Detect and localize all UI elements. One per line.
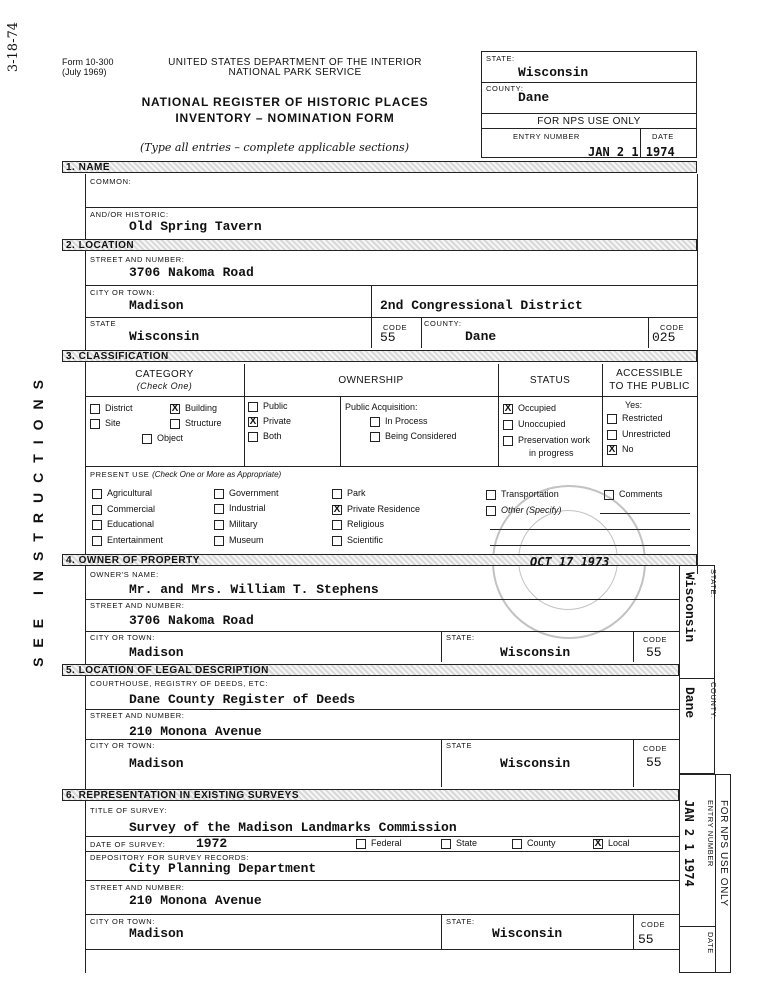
- s2-street-label: STREET AND NUMBER:: [90, 255, 185, 264]
- s2-county-value: Dane: [465, 329, 497, 344]
- see-instructions-text: SEE INSTRUCTIONS: [30, 370, 46, 667]
- in-process-option[interactable]: In Process: [370, 416, 428, 427]
- s4-street-value: 3706 Nakoma Road: [129, 613, 254, 628]
- hb-stamp: JAN 2 1 1974: [588, 145, 675, 159]
- rm-county-value: Dane: [682, 687, 697, 719]
- use-agricultural-option[interactable]: Agricultural: [92, 488, 152, 499]
- s2-county-label: COUNTY:: [424, 319, 462, 328]
- s5-city-value: Madison: [129, 756, 184, 771]
- s1-historic-value: Old Spring Tavern: [129, 219, 262, 234]
- s3-category: CATEGORY: [135, 369, 194, 380]
- s2-state-value: Wisconsin: [129, 329, 200, 344]
- restricted-option[interactable]: Restricted: [607, 413, 663, 424]
- cat-site-option[interactable]: Site: [90, 418, 121, 429]
- form-number: Form 10-300: [62, 57, 114, 67]
- use-other-option[interactable]: Other (Specify): [486, 505, 562, 516]
- s2-street-value: 3706 Nakoma Road: [129, 265, 254, 280]
- use-park-option[interactable]: Park: [332, 488, 366, 499]
- hb-state-value: Wisconsin: [518, 65, 589, 80]
- use-religious-option[interactable]: Religious: [332, 519, 384, 530]
- cat-structure-option[interactable]: Structure: [170, 418, 222, 429]
- s5-state-value: Wisconsin: [500, 756, 571, 771]
- yes-label: Yes:: [625, 400, 643, 410]
- hb-county-label: COUNTY:: [486, 84, 524, 93]
- rm-county-label: COUNTY:: [709, 682, 718, 720]
- status-unoccupied-option[interactable]: Unoccupied: [503, 419, 566, 430]
- s4-owner-label: OWNER'S NAME:: [90, 570, 159, 579]
- use-museum-option[interactable]: Museum: [214, 535, 264, 546]
- s3-accessible1: ACCESSIBLE: [616, 368, 683, 379]
- form-title: NATIONAL REGISTER OF HISTORIC PLACES: [141, 95, 429, 109]
- s6-depository-label: DEPOSITORY FOR SURVEY RECORDS:: [90, 853, 250, 862]
- use-private-residence-option[interactable]: X Private Residence: [333, 503, 421, 515]
- public-acquisition-label: Public Acquisition:: [345, 402, 418, 412]
- rm-entry-label: ENTRY NUMBER: [706, 800, 715, 867]
- s6-date-value: 1972: [196, 836, 228, 851]
- received-stamp-date: OCT 17 1973: [530, 555, 610, 569]
- s6-code-value: 55: [638, 932, 654, 947]
- s6-state-label: STATE:: [446, 917, 475, 926]
- s4-state-value: Wisconsin: [500, 645, 571, 660]
- use-entertainment-option[interactable]: Entertainment: [92, 535, 163, 546]
- survey-federal-option[interactable]: Federal: [356, 838, 402, 849]
- s2-district-value: 2nd Congressional District: [380, 298, 583, 313]
- s6-survey-value: Survey of the Madison Landmarks Commission: [129, 820, 457, 835]
- status-preservation-line2: in progress: [529, 448, 574, 458]
- s5-state-label: STATE: [446, 741, 473, 750]
- s6-depository-value: City Planning Department: [129, 861, 317, 876]
- s2-state-label: STATE: [90, 319, 117, 328]
- form-subtitle: INVENTORY – NOMINATION FORM: [175, 111, 395, 125]
- present-use-label: PRESENT USE (Check One or More as Appropriate): [90, 470, 282, 479]
- s6-survey-label: TITLE OF SURVEY:: [90, 806, 167, 815]
- section5-header: 5. LOCATION OF LEGAL DESCRIPTION: [62, 664, 679, 676]
- use-military-option[interactable]: Military: [214, 519, 258, 530]
- s5-courthouse-value: Dane County Register of Deeds: [129, 692, 356, 707]
- hb-date: DATE: [652, 132, 674, 141]
- s5-courthouse-label: COURTHOUSE, REGISTRY OF DEEDS, ETC:: [90, 679, 269, 688]
- s6-state-value: Wisconsin: [492, 926, 563, 941]
- s6-date-label: DATE OF SURVEY:: [90, 840, 166, 849]
- no-checkbox: X: [608, 443, 616, 455]
- use-comments-option[interactable]: Comments: [604, 489, 663, 500]
- use-industrial-option[interactable]: Industrial: [214, 503, 266, 514]
- survey-local-option[interactable]: X Local: [594, 837, 630, 849]
- s4-code-value: 55: [646, 645, 662, 660]
- unrestricted-option[interactable]: Unrestricted: [607, 429, 671, 440]
- own-private-checkbox: X: [249, 415, 257, 427]
- s1-common-label: COMMON:: [90, 177, 132, 186]
- rm-entry-stamp: JAN 2 1 1974: [682, 800, 696, 887]
- s6-street-label: STREET AND NUMBER:: [90, 883, 185, 892]
- hb-entry-number: ENTRY NUMBER: [513, 132, 580, 141]
- s6-street-value: 210 Monona Avenue: [129, 893, 262, 908]
- s2-county-code: 025: [652, 330, 676, 345]
- s5-city-label: CITY OR TOWN:: [90, 741, 155, 750]
- s2-code-label: CODE: [383, 323, 408, 332]
- hb-state-label: STATE:: [486, 54, 515, 63]
- s6-code-label: CODE: [641, 920, 666, 929]
- s3-check-one: (Check One): [136, 381, 193, 391]
- no-option[interactable]: X No: [608, 443, 634, 455]
- agency-line2: NATIONAL PARK SERVICE: [228, 67, 362, 78]
- own-both-option[interactable]: Both: [248, 431, 282, 442]
- instructions: (Type all entries – complete applicable sections): [140, 141, 409, 154]
- s5-street-label: STREET AND NUMBER:: [90, 711, 185, 720]
- s3-status: STATUS: [529, 375, 571, 386]
- section6-header: 6. REPRESENTATION IN EXISTING SURVEYS: [62, 789, 679, 801]
- hb-nps-use: FOR NPS USE ONLY: [537, 116, 641, 127]
- rm-state-label: STATE:: [709, 569, 718, 598]
- s2-city-value: Madison: [129, 298, 184, 313]
- s3-accessible2: TO THE PUBLIC: [609, 381, 690, 392]
- header-box: [481, 51, 697, 158]
- s6-city-value: Madison: [129, 926, 184, 941]
- section1-header: 1. NAME: [62, 161, 697, 173]
- cat-building-checkbox: X: [171, 402, 179, 414]
- cat-object-option[interactable]: Object: [142, 433, 183, 444]
- s4-code-label: CODE: [643, 635, 668, 644]
- private-residence-checkbox: X: [333, 503, 341, 515]
- survey-county-option[interactable]: County: [512, 838, 556, 849]
- s5-code-value: 55: [646, 755, 662, 770]
- s3-ownership: OWNERSHIP: [338, 375, 404, 386]
- s4-owner-value: Mr. and Mrs. William T. Stephens: [129, 582, 379, 597]
- cat-district-option[interactable]: District: [90, 403, 133, 414]
- local-checkbox: X: [594, 837, 602, 849]
- agency-line1: UNITED STATES DEPARTMENT OF THE INTERIOR: [168, 57, 422, 68]
- status-preservation-option[interactable]: Preservation work: [503, 435, 590, 446]
- rm-date-label: DATE: [706, 932, 715, 954]
- use-government-option[interactable]: Government: [214, 488, 279, 499]
- hb-county-value: Dane: [518, 90, 550, 105]
- s2-state-code: 55: [380, 330, 396, 345]
- section4-header: 4. OWNER OF PROPERTY: [62, 554, 697, 566]
- own-private-option[interactable]: X Private: [249, 415, 292, 427]
- section3-header: 3. CLASSIFICATION: [62, 350, 697, 362]
- rm-nps-use: FOR NPS USE ONLY: [718, 800, 729, 907]
- occupied-checkbox: X: [504, 402, 512, 414]
- s4-city-value: Madison: [129, 645, 184, 660]
- s4-street-label: STREET AND NUMBER:: [90, 601, 185, 610]
- rm-state-value: Wisconsin: [682, 572, 697, 643]
- cat-building-option[interactable]: X Building: [171, 402, 218, 414]
- s5-code-label: CODE: [643, 744, 668, 753]
- use-scientific-option[interactable]: Scientific: [332, 535, 383, 546]
- own-public-option[interactable]: Public: [248, 401, 288, 412]
- status-occupied-option[interactable]: X Occupied: [504, 402, 557, 414]
- s1-historic-label: AND/OR HISTORIC:: [90, 210, 169, 219]
- s4-city-label: CITY OR TOWN:: [90, 633, 155, 642]
- use-commercial-option[interactable]: Commercial: [92, 504, 155, 515]
- form-date: (July 1969): [62, 67, 107, 77]
- section2-header: 2. LOCATION: [62, 239, 697, 251]
- s2-code-label2: CODE: [660, 323, 685, 332]
- use-transportation-option[interactable]: Transportation: [486, 489, 559, 500]
- margin-note: 3-18-74: [6, 22, 21, 73]
- s6-city-label: CITY OR TOWN:: [90, 917, 155, 926]
- use-educational-option[interactable]: Educational: [92, 519, 154, 530]
- s2-city-label: CITY OR TOWN:: [90, 288, 155, 297]
- s5-street-value: 210 Monona Avenue: [129, 724, 262, 739]
- s4-state-label: STATE:: [446, 633, 475, 642]
- survey-state-option[interactable]: State: [441, 838, 477, 849]
- being-considered-option[interactable]: Being Considered: [370, 431, 457, 442]
